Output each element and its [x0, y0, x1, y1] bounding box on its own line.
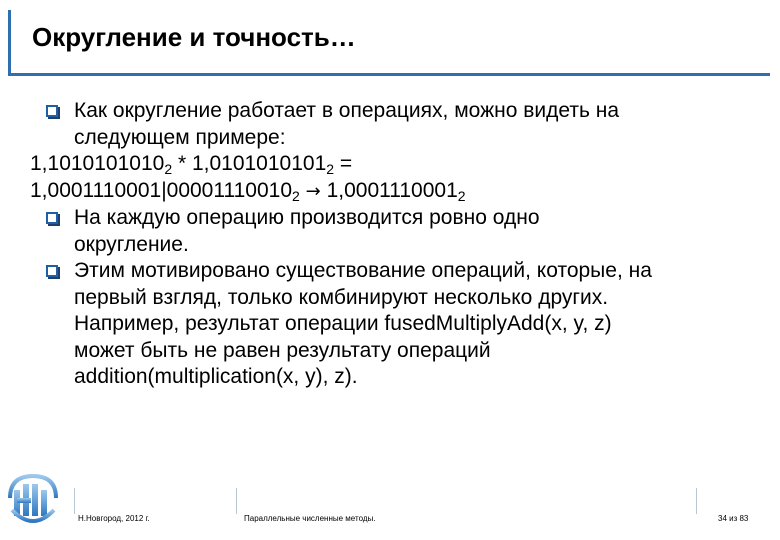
square-bullet-icon — [46, 105, 60, 119]
bullet-2-continuation — [30, 232, 750, 259]
equation-line-1 — [30, 151, 750, 178]
eq2-product: 1,0001110001|00001110010 — [30, 178, 292, 202]
footer-separator — [696, 488, 697, 514]
university-logo-icon — [6, 470, 60, 530]
eq1-operator: * 1,0101010101 — [172, 152, 327, 175]
bullet-3-continuation-2 — [30, 311, 750, 338]
footer-separator — [74, 488, 75, 514]
eq2-a-subscript: 2 — [292, 187, 300, 204]
bullet-1 — [30, 98, 750, 125]
slide-title: Округление и точность… — [32, 22, 356, 52]
bullet-2-text-line1: На каждую операцию производится ровно одно — [74, 206, 540, 229]
right-arrow-icon: → — [305, 180, 321, 202]
eq1-b-subscript: 2 — [326, 161, 335, 177]
bullet-2 — [30, 205, 750, 232]
bullet-3-text-line2: первый взгляд, только комбинируют несколько других. — [74, 285, 609, 309]
bullet-3-continuation-1 — [30, 285, 750, 312]
bullet-3 — [30, 258, 750, 285]
bullet-1-text-line2: следующем примере: — [74, 125, 286, 149]
eq2-b-subscript: 2 — [457, 187, 466, 204]
bullet-3-continuation-4 — [30, 364, 750, 391]
eq2-rounded: 1,0001110001 — [320, 178, 458, 202]
footer-location: Н.Новгород, 2012 г. — [78, 514, 150, 523]
slide-content — [30, 98, 750, 391]
square-bullet-icon — [46, 212, 60, 226]
bullet-3-text-line4: может быть не равен результату операций — [74, 338, 491, 362]
bullet-2-text-line2: округление. — [74, 232, 189, 256]
eq1-a-subscript: 2 — [164, 161, 173, 177]
bullet-3-text-line5: addition(multiplication(x, y), z). — [74, 365, 358, 388]
square-bullet-icon — [46, 265, 60, 279]
bullet-1-text-line1: Как округление работает в операциях, можно видеть на — [74, 99, 620, 122]
bullet-3-continuation-3 — [30, 338, 750, 365]
footer-separator — [236, 488, 237, 514]
footer-course: Параллельные численные методы. — [244, 514, 376, 523]
page-number: 34 из 83 — [718, 514, 749, 523]
equation-line-2 — [30, 178, 750, 206]
eq1-equals: = — [334, 152, 353, 175]
slide-footer — [0, 470, 780, 540]
eq1-operand-a: 1,1010101010 — [30, 152, 165, 175]
bullet-1-continuation — [30, 125, 750, 152]
bullet-3-text-line1: Этим мотивировано существование операций, которые, на — [74, 259, 652, 282]
bullet-3-text-line3: Например, результат операции fusedMultiplyAdd(x, y, z) — [74, 312, 612, 335]
